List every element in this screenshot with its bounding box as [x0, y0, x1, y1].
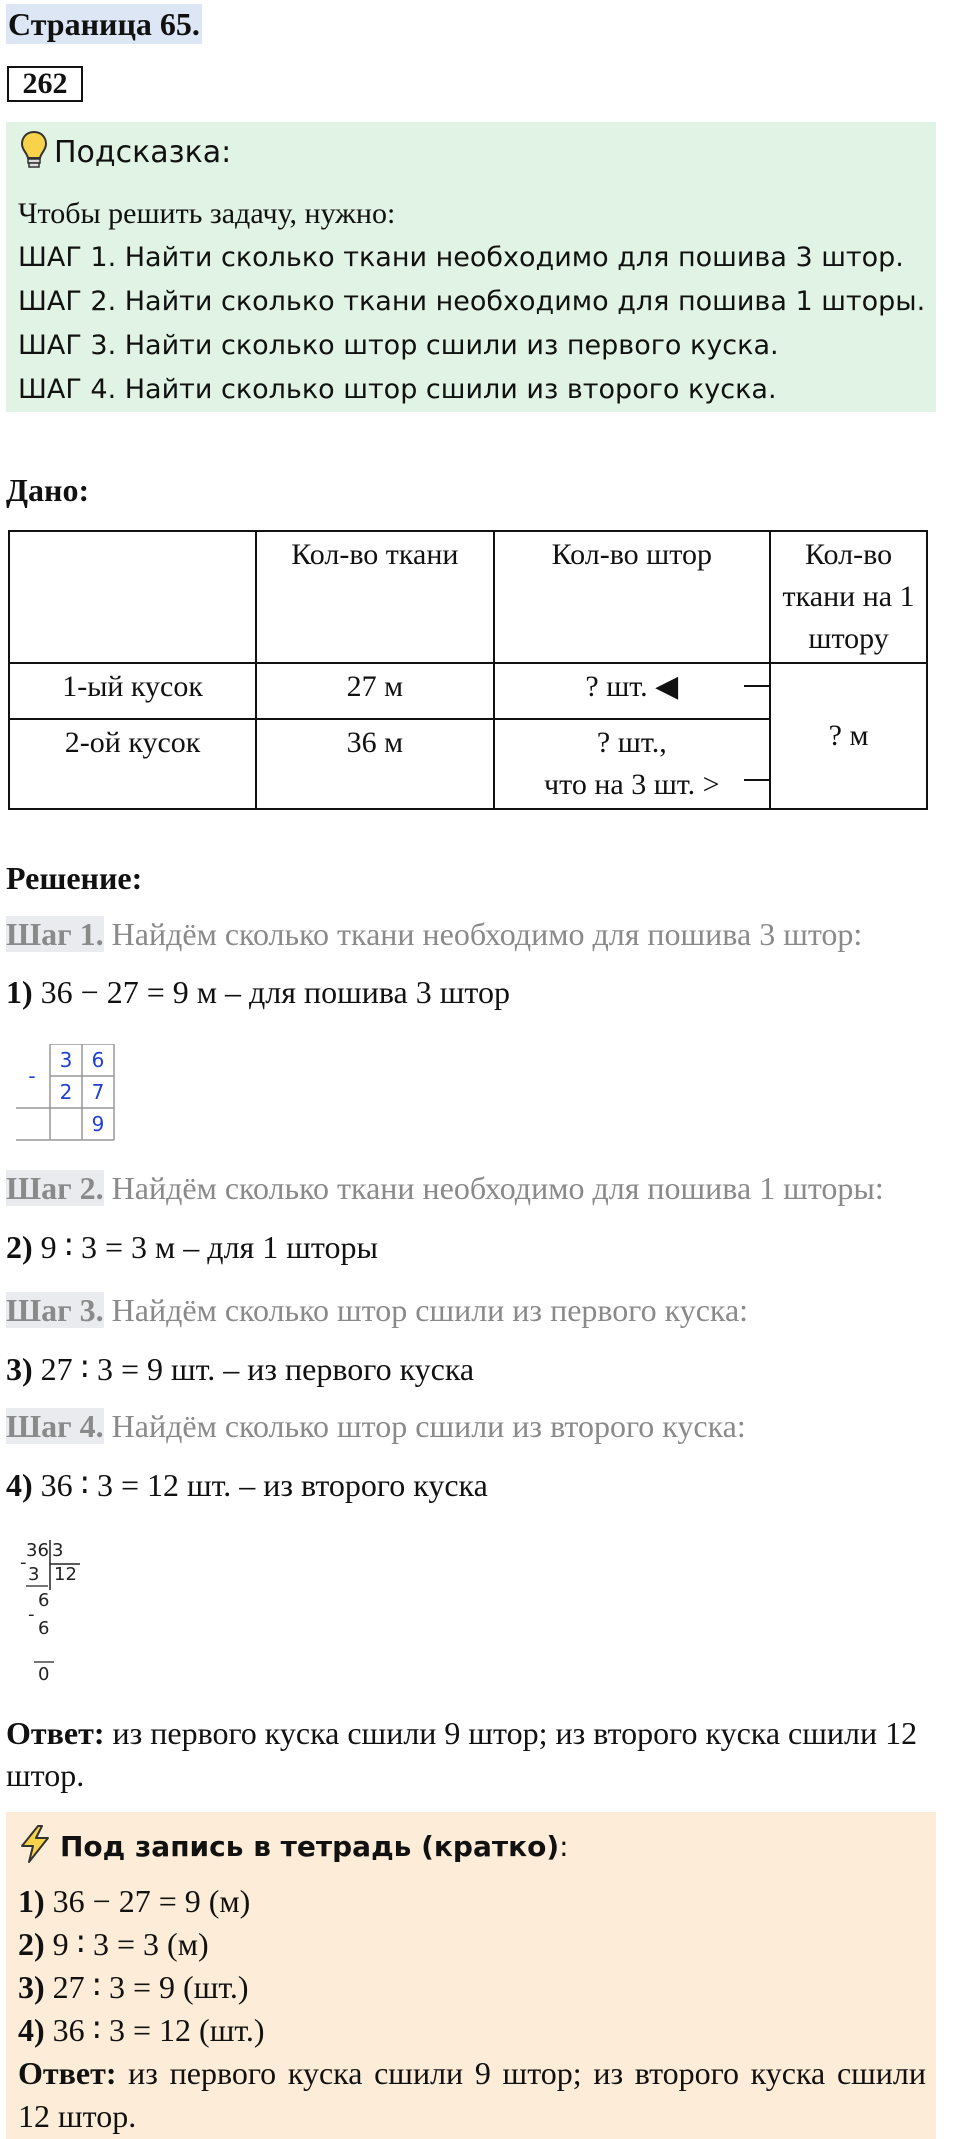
- division-sub2: 6: [38, 1618, 50, 1639]
- step-lead: Шаг 1.: [6, 916, 104, 952]
- step-heading: [6, 1170, 884, 1207]
- division-minus: -: [20, 1552, 27, 1573]
- division-quotient: 12: [54, 1564, 77, 1585]
- curtains-note: [499, 764, 766, 806]
- division-rem1: 6: [38, 1590, 50, 1611]
- table-cell-curtains: [494, 663, 771, 719]
- step-lead: Шаг 4.: [6, 1408, 104, 1444]
- table-cell-fabric: 36 м: [256, 719, 493, 809]
- hint-step: [18, 368, 925, 412]
- short-box: [6, 1812, 936, 2139]
- short-num: 1): [18, 1883, 45, 1919]
- calc-note: – для 1 шторы: [175, 1229, 378, 1265]
- curtains-note-text: что на 3 шт.: [544, 768, 696, 801]
- grid-digit: 2: [59, 1080, 73, 1104]
- division-dividend: 36: [26, 1540, 49, 1561]
- solution-label: Решение:: [6, 860, 143, 896]
- short-answer-label: Ответ:: [18, 2055, 117, 2091]
- short-title-colon: :: [559, 1829, 569, 1863]
- grid-digit: 6: [91, 1048, 105, 1072]
- short-title: [60, 1830, 569, 1863]
- step-text: Найдём сколько ткани необходимо для пошива 1 шторы:: [103, 1170, 884, 1206]
- table-cell-name: 2-ой кусок: [9, 719, 256, 809]
- short-text: 36 ∶ 3 = 12 (шт.): [44, 2012, 265, 2048]
- calc-line: [6, 1466, 488, 1504]
- hint-step: [18, 280, 925, 324]
- table-header-per-curtain: Кол-во ткани на 1 штору: [770, 531, 927, 663]
- short-line: [18, 2009, 926, 2052]
- calc-num: 3): [6, 1351, 33, 1387]
- step-text: Найдём сколько штор сшили из второго куска:: [103, 1408, 746, 1444]
- table-header-curtains: Кол-во штор: [494, 531, 771, 663]
- short-num: 3): [18, 1969, 45, 2005]
- table-header-fabric: Кол-во ткани: [256, 531, 493, 663]
- short-num: 4): [18, 2012, 45, 2048]
- grid-digit: 7: [91, 1080, 105, 1104]
- calc-note: – из второго куска: [231, 1467, 488, 1503]
- calc-expr: 27 ∶ 3 = 9 шт.: [32, 1351, 216, 1387]
- step-heading: [6, 1408, 746, 1445]
- step-lead: Шаг 2.: [6, 1170, 104, 1206]
- minus-sign: -: [28, 1064, 36, 1088]
- hint-header: [20, 128, 231, 176]
- short-line: [18, 1880, 926, 1923]
- hint-lines: [18, 192, 925, 412]
- division-rem2: 0: [38, 1664, 50, 1685]
- step-heading: [6, 916, 862, 953]
- hint-step-label: ШАГ 2.: [18, 286, 117, 317]
- division-sub1: 3: [28, 1564, 40, 1585]
- calc-num: 2): [6, 1229, 33, 1265]
- short-num: 2): [18, 1926, 45, 1962]
- short-answer-text: из первого куска сшили 9 штор; из второго куска сшили 12 штор.: [18, 2055, 926, 2134]
- hint-title: Подсказка:: [54, 134, 232, 170]
- short-title-text: Под запись в тетрадь (кратко): [60, 1829, 560, 1863]
- given-label: Дано:: [6, 472, 90, 508]
- calc-expr: 36 − 27 = 9 м: [32, 974, 217, 1010]
- short-header: [18, 1818, 569, 1874]
- short-line: [18, 1966, 926, 2009]
- calc-note: – для пошива 3 штор: [217, 974, 510, 1010]
- hint-step-label: ШАГ 1.: [18, 242, 117, 273]
- connector-arrow: [740, 670, 780, 790]
- given-table: [8, 530, 928, 810]
- hint-step-label: ШАГ 4.: [18, 374, 117, 405]
- hint-step-text: Найти сколько штор сшили из второго куска.: [116, 374, 777, 405]
- table-header-empty: [9, 531, 256, 663]
- grid-digit: 3: [59, 1048, 73, 1072]
- long-division: [20, 1538, 90, 1688]
- arrow-left-icon: ◀: [647, 670, 679, 703]
- grid-digit: 9: [91, 1112, 105, 1136]
- short-answer: [18, 2052, 926, 2138]
- hint-step-text: Найти сколько ткани необходимо для пошива 3 штор.: [116, 242, 904, 273]
- calc-line: [6, 974, 510, 1011]
- answer: [6, 1712, 956, 1796]
- calc-line: [6, 1350, 474, 1388]
- calc-num: 1): [6, 974, 33, 1010]
- page-title: Страница 65.: [8, 6, 200, 42]
- table-cell-per-curtain: ? м: [770, 663, 927, 809]
- table-cell-name: 1-ый кусок: [9, 663, 256, 719]
- short-text: 27 ∶ 3 = 9 (шт.): [44, 1969, 249, 2005]
- hint-step-text: Найти сколько штор сшили из первого куска.: [116, 330, 779, 361]
- step-text: Найдём сколько ткани необходимо для пошива 3 штор:: [103, 916, 863, 952]
- table-cell-fabric: 27 м: [256, 663, 493, 719]
- calc-note: – из первого куска: [215, 1351, 475, 1387]
- step-lead: Шаг 3.: [6, 1292, 104, 1328]
- short-text: 9 ∶ 3 = 3 (м): [44, 1926, 209, 1962]
- hint-step-label: ШАГ 3.: [18, 330, 117, 361]
- hint-step: [18, 236, 925, 280]
- hint-intro: Чтобы решить задачу, нужно:: [18, 197, 396, 230]
- step-text: Найдём сколько штор сшили из первого куска:: [103, 1292, 749, 1328]
- lightning-icon: [18, 1824, 52, 1869]
- curtains-value: ? шт.: [585, 670, 648, 703]
- calc-num: 4): [6, 1467, 33, 1503]
- calc-expr: 36 ∶ 3 = 12 шт.: [32, 1467, 232, 1503]
- arrow-mark: >: [702, 768, 720, 801]
- answer-text: из первого куска сшили 9 штор; из второго куска сшили 12 штор.: [6, 1715, 918, 1793]
- table-cell-curtains: [494, 719, 771, 809]
- short-line: [18, 1923, 926, 1966]
- short-lines: [18, 1880, 926, 2138]
- curtains-value: ? шт.,: [596, 726, 667, 759]
- division-divisor: 3: [52, 1540, 64, 1561]
- short-text: 36 − 27 = 9 (м): [44, 1883, 251, 1919]
- calc-expr: 9 ∶ 3 = 3 м: [32, 1229, 176, 1265]
- hint-step: [18, 324, 925, 368]
- answer-label: Ответ:: [6, 1715, 105, 1751]
- calc-line: [6, 1228, 378, 1266]
- hint-box: [6, 122, 936, 412]
- hint-step-text: Найти сколько ткани необходимо для пошива 1 шторы.: [116, 286, 926, 317]
- lightbulb-icon: [20, 130, 48, 175]
- task-number: 262: [7, 66, 83, 102]
- step-heading: [6, 1292, 748, 1329]
- division-minus: -: [28, 1604, 35, 1625]
